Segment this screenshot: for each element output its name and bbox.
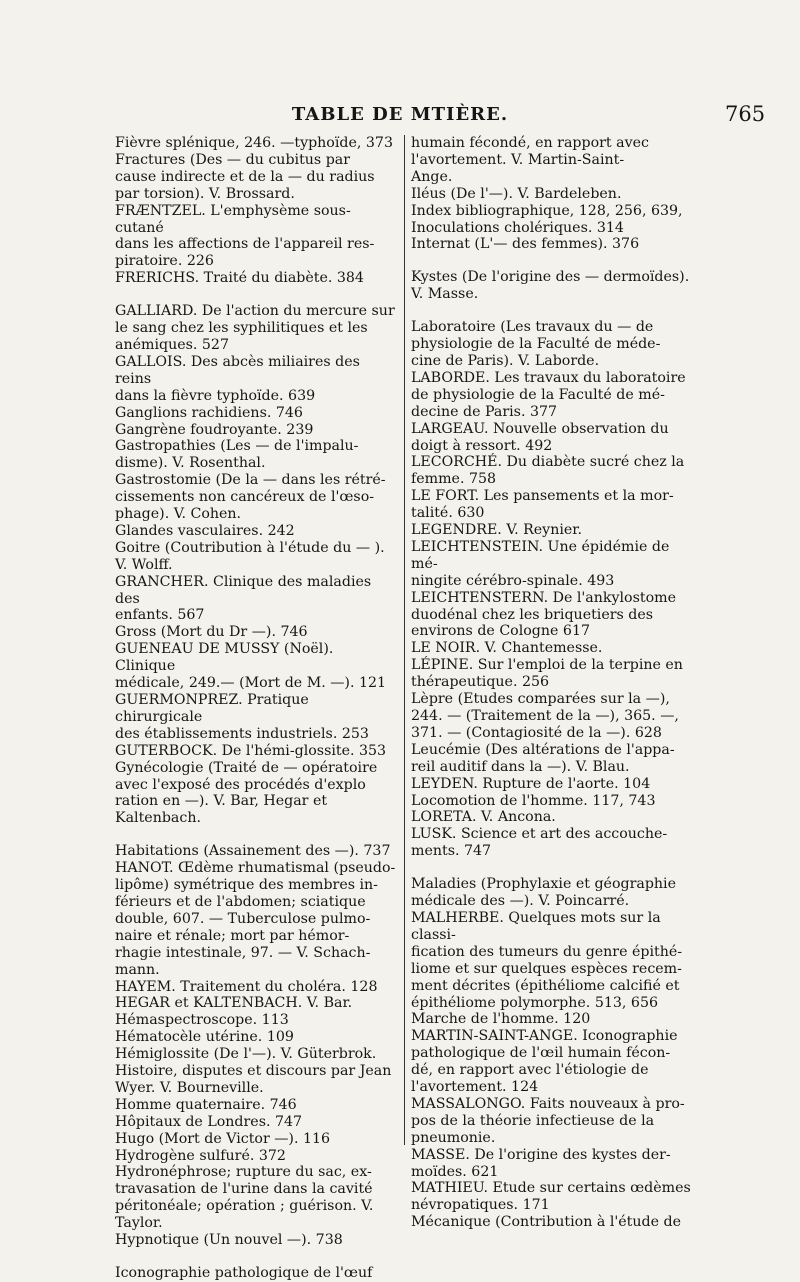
index-line: Gastrostomie (De la — dans les rétré- — [115, 472, 386, 489]
index-line: LARGEAU. Nouvelle observation du — [411, 420, 669, 437]
index-line: ment décrites (épithéliome calcifié et — [411, 977, 680, 994]
index-line: l'avortement. 124 — [411, 1079, 539, 1096]
index-line: Ganglions rachidiens. 746 — [115, 404, 303, 421]
index-line: névropatiques. 171 — [411, 1197, 550, 1214]
index-line: enfants. 567 — [115, 607, 205, 624]
index-line: physiologie de la Faculté de méde- — [411, 336, 661, 353]
index-line: fication des tumeurs du genre épithé- — [411, 943, 683, 960]
index-line: MASSALONGO. Faits nouveaux à pro- — [411, 1095, 685, 1112]
index-line: Ange. — [411, 168, 453, 185]
index-line: Iconographie pathologique de l'œuf — [115, 1265, 373, 1281]
index-line: disme). V. Rosenthal. — [115, 455, 266, 472]
index-line: decine de Paris. 377 — [411, 403, 558, 420]
index-line: Homme quaternaire. 746 — [115, 1096, 297, 1113]
index-line: ments. 747 — [411, 843, 492, 860]
index-line: thérapeutique. 256 — [411, 674, 550, 691]
index-line: avec l'exposé des procédés d'explo — [115, 776, 366, 793]
index-line: LORETA. V. Ancona. — [411, 809, 556, 826]
index-line: épithéliome polymorphe. 513, 656 — [411, 994, 658, 1011]
index-line: péritonéale; opération ; guérison. V. — [115, 1198, 374, 1215]
page-number: 765 — [725, 102, 766, 126]
index-line: travasation de l'urine dans la cavité — [115, 1181, 373, 1198]
index-line: GALLOIS. Des abcès miliaires des reins — [115, 353, 360, 387]
index-line: Taylor. — [115, 1215, 163, 1232]
index-line: Laboratoire (Les travaux du — de — [411, 319, 654, 336]
index-line: LECORCHÉ. Du diabète sucré chez la — [411, 454, 685, 471]
index-line: environs de Cologne 617 — [411, 623, 591, 640]
index-line: MARTIN-SAINT-ANGE. Iconographie — [411, 1028, 678, 1045]
index-line: naire et rénale; mort par hémor- — [115, 927, 350, 944]
index-line: LEICHTENSTEIN. Une épidémie de mé- — [411, 538, 670, 572]
index-line: MATHIEU. Etude sur certains œdèmes — [411, 1180, 691, 1197]
index-line: Hémiglossite (De l'—). V. Güterbrok. — [115, 1046, 377, 1063]
index-line: Hydrogène sulfuré. 372 — [115, 1147, 286, 1164]
index-line: dans les affections de l'appareil res- — [115, 236, 375, 253]
index-line: reil auditif dans la —). V. Blau. — [411, 758, 630, 775]
index-line: lipôme) symétrique des membres in- — [115, 877, 378, 894]
index-line: HEGAR et KALTENBACH. V. Bar. — [115, 995, 353, 1012]
index-line: V. Masse. — [411, 286, 479, 303]
index-line: LABORDE. Les travaux du laboratoire — [411, 369, 686, 386]
index-line: GUENEAU DE MUSSY (Noël). Clinique — [115, 641, 334, 675]
index-columns — [115, 135, 695, 1281]
index-line: Hugo (Mort de Victor —). 116 — [115, 1130, 331, 1147]
index-line: LEGENDRE. V. Reynier. — [411, 522, 582, 539]
index-line: Hydronéphrose; rupture du sac, ex- — [115, 1164, 372, 1181]
index-line: dans la fièvre typhoïde. 639 — [115, 387, 316, 404]
index-line: anémiques. 527 — [115, 336, 229, 353]
index-line: Wyer. V. Bourneville. — [115, 1079, 264, 1096]
index-line: Kaltenbach. — [115, 810, 201, 827]
index-line: pneumonie. — [411, 1129, 496, 1146]
index-line: MASSE. De l'origine des kystes der- — [411, 1146, 671, 1163]
index-line: double, 607. — Tuberculose pulmo- — [115, 910, 371, 927]
index-line: Fièvre splénique, 246. —typhoïde, 373 — [115, 135, 393, 151]
index-line: HAYEM. Traitement du choléra. 128 — [115, 978, 378, 995]
index-line: doigt à ressort. 492 — [411, 437, 553, 454]
index-line: duodénal chez les briquetiers des — [411, 606, 654, 623]
index-line: Gangrène foudroyante. 239 — [115, 421, 314, 438]
index-line: Index bibliographique, 128, 256, 639, — [411, 202, 683, 219]
running-title: TABLE DE MTIÈRE. — [291, 104, 509, 125]
index-line: FRÆNTZEL. L'emphysème sous-cutané — [115, 202, 351, 236]
index-line: 371. — (Contagiosité de la —). 628 — [411, 724, 662, 741]
index-line: mann. — [115, 961, 160, 978]
index-line: Iléus (De l'—). V. Bardeleben. — [411, 185, 622, 202]
index-line: V. Wolff. — [115, 556, 173, 573]
index-line: ration en —). V. Bar, Hegar et — [115, 793, 328, 810]
index-line: GALLIARD. De l'action du mercure sur — [115, 303, 395, 320]
index-line: talité. 630 — [411, 505, 485, 522]
index-line: LUSK. Science et art des accouche- — [411, 826, 668, 843]
index-line: LE FORT. Les pansements et la mor- — [411, 488, 674, 505]
index-line: GUERMONPREZ. Pratique chirurgicale — [115, 692, 309, 725]
index-line: Hématocèle utérine. 109 — [115, 1029, 294, 1046]
index-line: GRANCHER. Clinique des maladies des — [115, 573, 372, 607]
index-line: Gynécologie (Traité de — opératoire — [115, 759, 378, 776]
left-column — [115, 135, 405, 1281]
right-column — [405, 135, 695, 1231]
index-line: par torsion). V. Brossard. — [115, 185, 295, 202]
index-line: Hypnotique (Un nouvel —). 738 — [115, 1232, 343, 1249]
index-line: LEICHTENSTERN. De l'ankylostome — [411, 589, 676, 606]
index-line: Gross (Mort du Dr —). 746 — [115, 624, 308, 641]
index-line: dé, en rapport avec l'étiologie de — [411, 1062, 649, 1079]
index-line: médicale des —). V. Poincarré. — [411, 893, 630, 910]
index-line: GUTERBOCK. De l'hémi-glossite. 353 — [115, 742, 387, 759]
index-line: pos de la théorie infectieuse de la — [411, 1112, 655, 1129]
page-header — [0, 100, 800, 130]
index-line: Goitre (Coutribution à l'étude du — ). — [115, 539, 385, 556]
index-line: ningite cérébro-spinale. 493 — [411, 572, 615, 589]
index-line: moïdes. 621 — [411, 1163, 499, 1180]
index-line: Lèpre (Etudes comparées sur la —), — [411, 691, 670, 708]
index-line: LÉPINE. Sur l'emploi de la terpine en — [411, 657, 683, 674]
index-line: 244. — (Traitement de la —), 365. —, — [411, 708, 679, 724]
index-line: rhagie intestinale, 97. — V. Schach- — [115, 944, 371, 961]
index-line: LEYDEN. Rupture de l'aorte. 104 — [411, 775, 651, 792]
index-line: Gastropathies (Les — de l'impalu- — [115, 438, 359, 455]
index-line: Internat (L'— des femmes). 376 — [411, 236, 640, 253]
index-line: Inoculations cholériques. 314 — [411, 219, 624, 236]
index-line: humain fécondé, en rapport avec — [411, 135, 649, 151]
index-line: MALHERBE. Quelques mots sur la classi- — [411, 909, 661, 943]
index-line: le sang chez les syphilitiques et les — [115, 320, 368, 337]
index-line: phage). V. Cohen. — [115, 506, 242, 523]
index-line: LE NOIR. V. Chantemesse. — [411, 640, 603, 657]
index-line: cine de Paris). V. Laborde. — [411, 352, 600, 369]
index-line: Mécanique (Contribution à l'étude de — [411, 1214, 681, 1231]
index-line: cause indirecte et de la — du radius — [115, 168, 375, 185]
index-line: des établissements industriels. 253 — [115, 725, 369, 742]
index-line: Kystes (De l'origine des — dermoïdes). — [411, 269, 690, 286]
index-line: Habitations (Assainement des —). 737 — [115, 843, 391, 860]
index-line: l'avortement. V. Martin-Saint- — [411, 151, 625, 168]
index-line: femme. 758 — [411, 471, 497, 488]
index-line: Locomotion de l'homme. 117, 743 — [411, 792, 656, 809]
index-line: férieurs et de l'abdomen; sciatique — [115, 893, 366, 910]
index-line: pathologique de l'œil humain fécon- — [411, 1045, 671, 1062]
index-line: Marche de l'homme. 120 — [411, 1011, 591, 1028]
index-line: médicale, 249.— (Mort de M. —). 121 — [115, 675, 387, 692]
index-line: Hôpitaux de Londres. 747 — [115, 1113, 303, 1130]
index-line: Glandes vasculaires. 242 — [115, 522, 295, 539]
index-line: liome et sur quelques espèces recem- — [411, 960, 682, 977]
index-line: Hémaspectroscope. 113 — [115, 1012, 289, 1029]
index-line: Leucémie (Des altérations de l'appa- — [411, 741, 675, 758]
index-line: Histoire, disputes et discours par Jean — [115, 1063, 392, 1080]
index-line: HANOT. Œdème rhumatismal (pseudo- — [115, 860, 396, 877]
index-line: Maladies (Prophylaxie et géographie — [411, 876, 676, 893]
index-line: piratoire. 226 — [115, 253, 214, 270]
index-line: de physiologie de la Faculté de mé- — [411, 386, 665, 403]
index-line: Fractures (Des — du cubitus par — [115, 151, 351, 168]
index-line: cissements non cancéreux de l'œso- — [115, 489, 375, 506]
index-line: FRERICHS. Traité du diabète. 384 — [115, 270, 364, 287]
